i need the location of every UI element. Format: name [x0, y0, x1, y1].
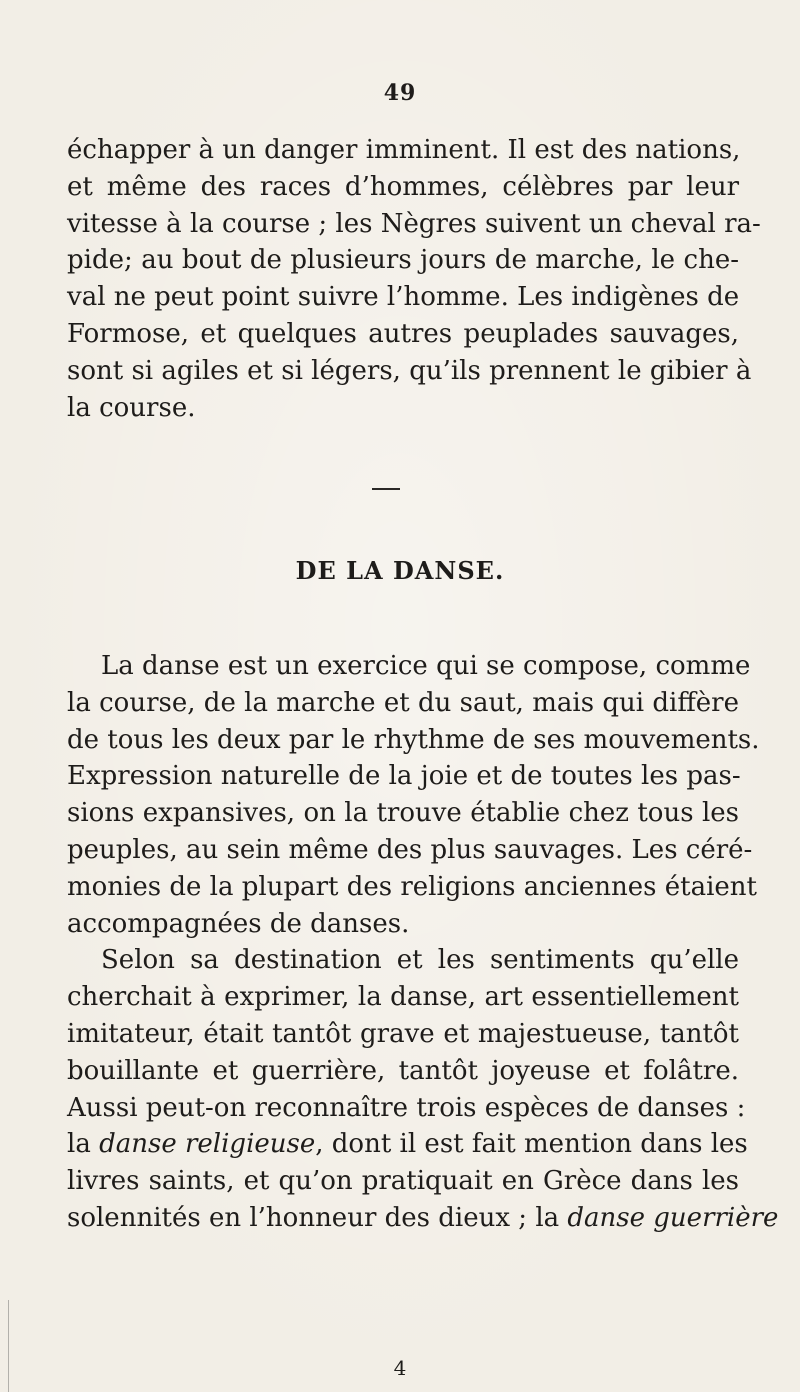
text-line: échapper à un danger imminent. Il est des nations, [67, 135, 741, 165]
text-line: Formose, et quelques autres peuplades sauvages, [67, 318, 739, 349]
page-number: 49 [383, 80, 417, 106]
text-line [67, 1126, 748, 1163]
section-title: DE LA DANSE. [295, 556, 505, 585]
text-line: sions expansives, on la trouve établie chez tous les [67, 798, 739, 829]
text-line: val ne peut point suivre l’homme. Les indigènes de [67, 282, 740, 313]
section-divider [372, 488, 400, 490]
paragraph-dance [67, 648, 779, 1237]
text-fragment: la [67, 1129, 100, 1160]
text-line: livres saints, et qu’on pratiquait en Grèce dans les [67, 1166, 739, 1197]
text-line: La danse est un exercice qui se compose, comme [101, 651, 751, 681]
text-line: imitateur, était tantôt grave et majestueuse, tantôt [67, 1018, 739, 1049]
text-line [67, 1200, 779, 1237]
text-line: cherchait à exprimer, la danse, art essentiellement [67, 982, 739, 1013]
italic-term: danse guerrière [567, 1202, 779, 1233]
text-fragment: solennités en l’honneur des dieux ; la [67, 1202, 568, 1233]
text-line: bouillante et guerrière, tantôt joyeuse et folâtre. [67, 1055, 739, 1086]
text-line: peuples, au sein même des plus sauvages. Les céré- [67, 834, 753, 865]
signature-mark: 4 [393, 1356, 407, 1380]
text-line: vitesse à la course ; les Nègres suivent un cheval ra- [67, 208, 761, 239]
page-edge-shadow [8, 1300, 9, 1392]
text-line: la course. [67, 392, 196, 423]
text-line: accompagnées de danses. [67, 908, 410, 939]
text-line: Expression naturelle de la joie et de toutes les pas- [67, 761, 741, 792]
text-line: monies de la plupart des religions anciennes étaient [67, 871, 758, 902]
italic-term: danse religieuse [99, 1129, 316, 1160]
text-fragment: , dont il est fait mention dans les [315, 1129, 748, 1160]
text-line: la course, de la marche et du saut, mais qui diffère [67, 687, 739, 718]
paragraph-running-course [67, 132, 761, 426]
text-line: sont si agiles et si légers, qu’ils prennent le gibier à [67, 355, 752, 386]
text-line: pide; au bout de plusieurs jours de marche, le che- [67, 245, 739, 276]
text-line: et même des races d’hommes, célèbres par leur [67, 171, 739, 202]
text-line: de tous les deux par le rhythme de ses mouvements. [67, 724, 760, 755]
text-line: Aussi peut-on reconnaître trois espèces de danses : [67, 1092, 746, 1123]
text-line: Selon sa destination et les sentiments qu’elle [101, 945, 739, 976]
